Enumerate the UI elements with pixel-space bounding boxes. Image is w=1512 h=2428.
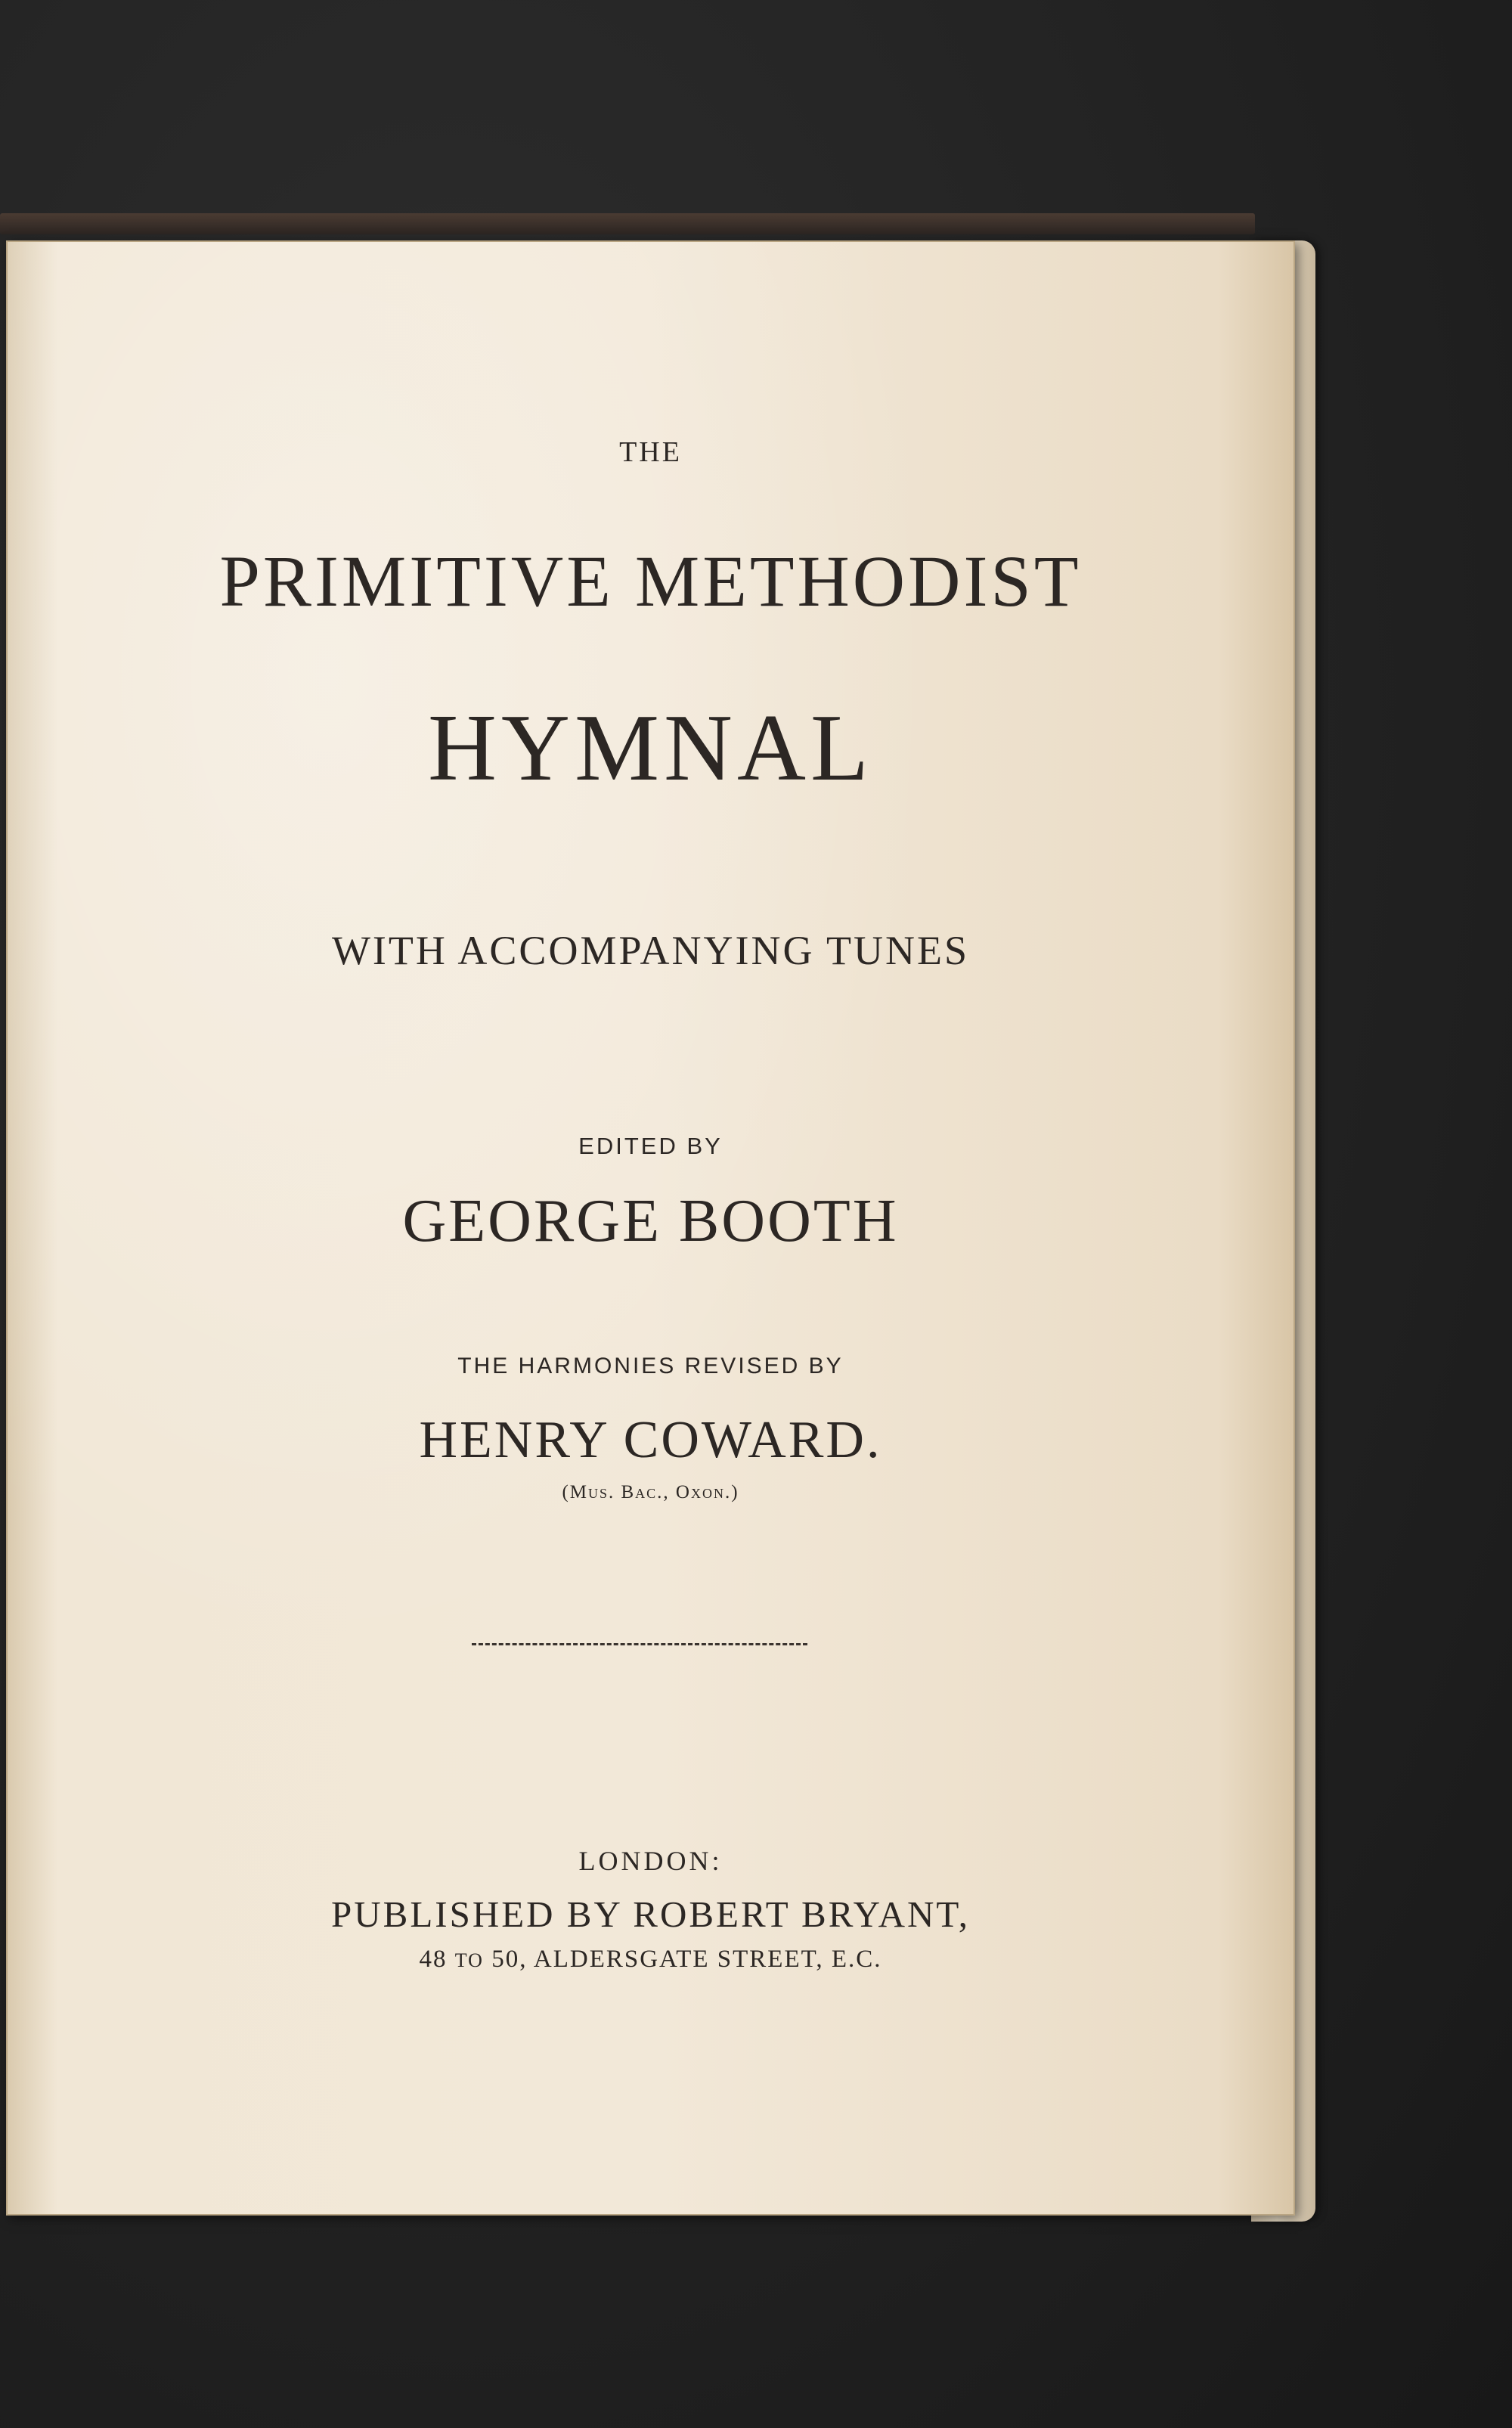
title-line-1: PRIMITIVE METHODIST	[219, 541, 1082, 622]
editor-name: GEORGE BOOTH	[402, 1188, 899, 1254]
subtitle: WITH ACCOMPANYING TUNES	[331, 928, 970, 973]
publisher-address	[6, 1946, 1295, 1974]
reviser-degree: (Mus. Bac., Oxon.)	[562, 1482, 739, 1502]
title-page	[6, 240, 1295, 2216]
harmonies-label: THE HARMONIES REVISED BY	[457, 1354, 844, 1378]
address-rest: 50, ALDERSGATE STREET, E.C.	[491, 1946, 882, 1973]
title-line-2: HYMNAL	[428, 696, 873, 801]
address-to: TO	[454, 1949, 484, 1971]
reviser-name: HENRY COWARD.	[419, 1411, 882, 1469]
edited-by-label: EDITED BY	[578, 1133, 723, 1159]
title-article: THE	[619, 436, 682, 468]
divider-rule	[472, 1643, 807, 1645]
publisher: PUBLISHED BY ROBERT BRYANT,	[331, 1893, 970, 1935]
book-cover-edge	[0, 213, 1255, 234]
address-number: 48	[419, 1946, 448, 1973]
imprint-city: LONDON:	[578, 1846, 723, 1876]
